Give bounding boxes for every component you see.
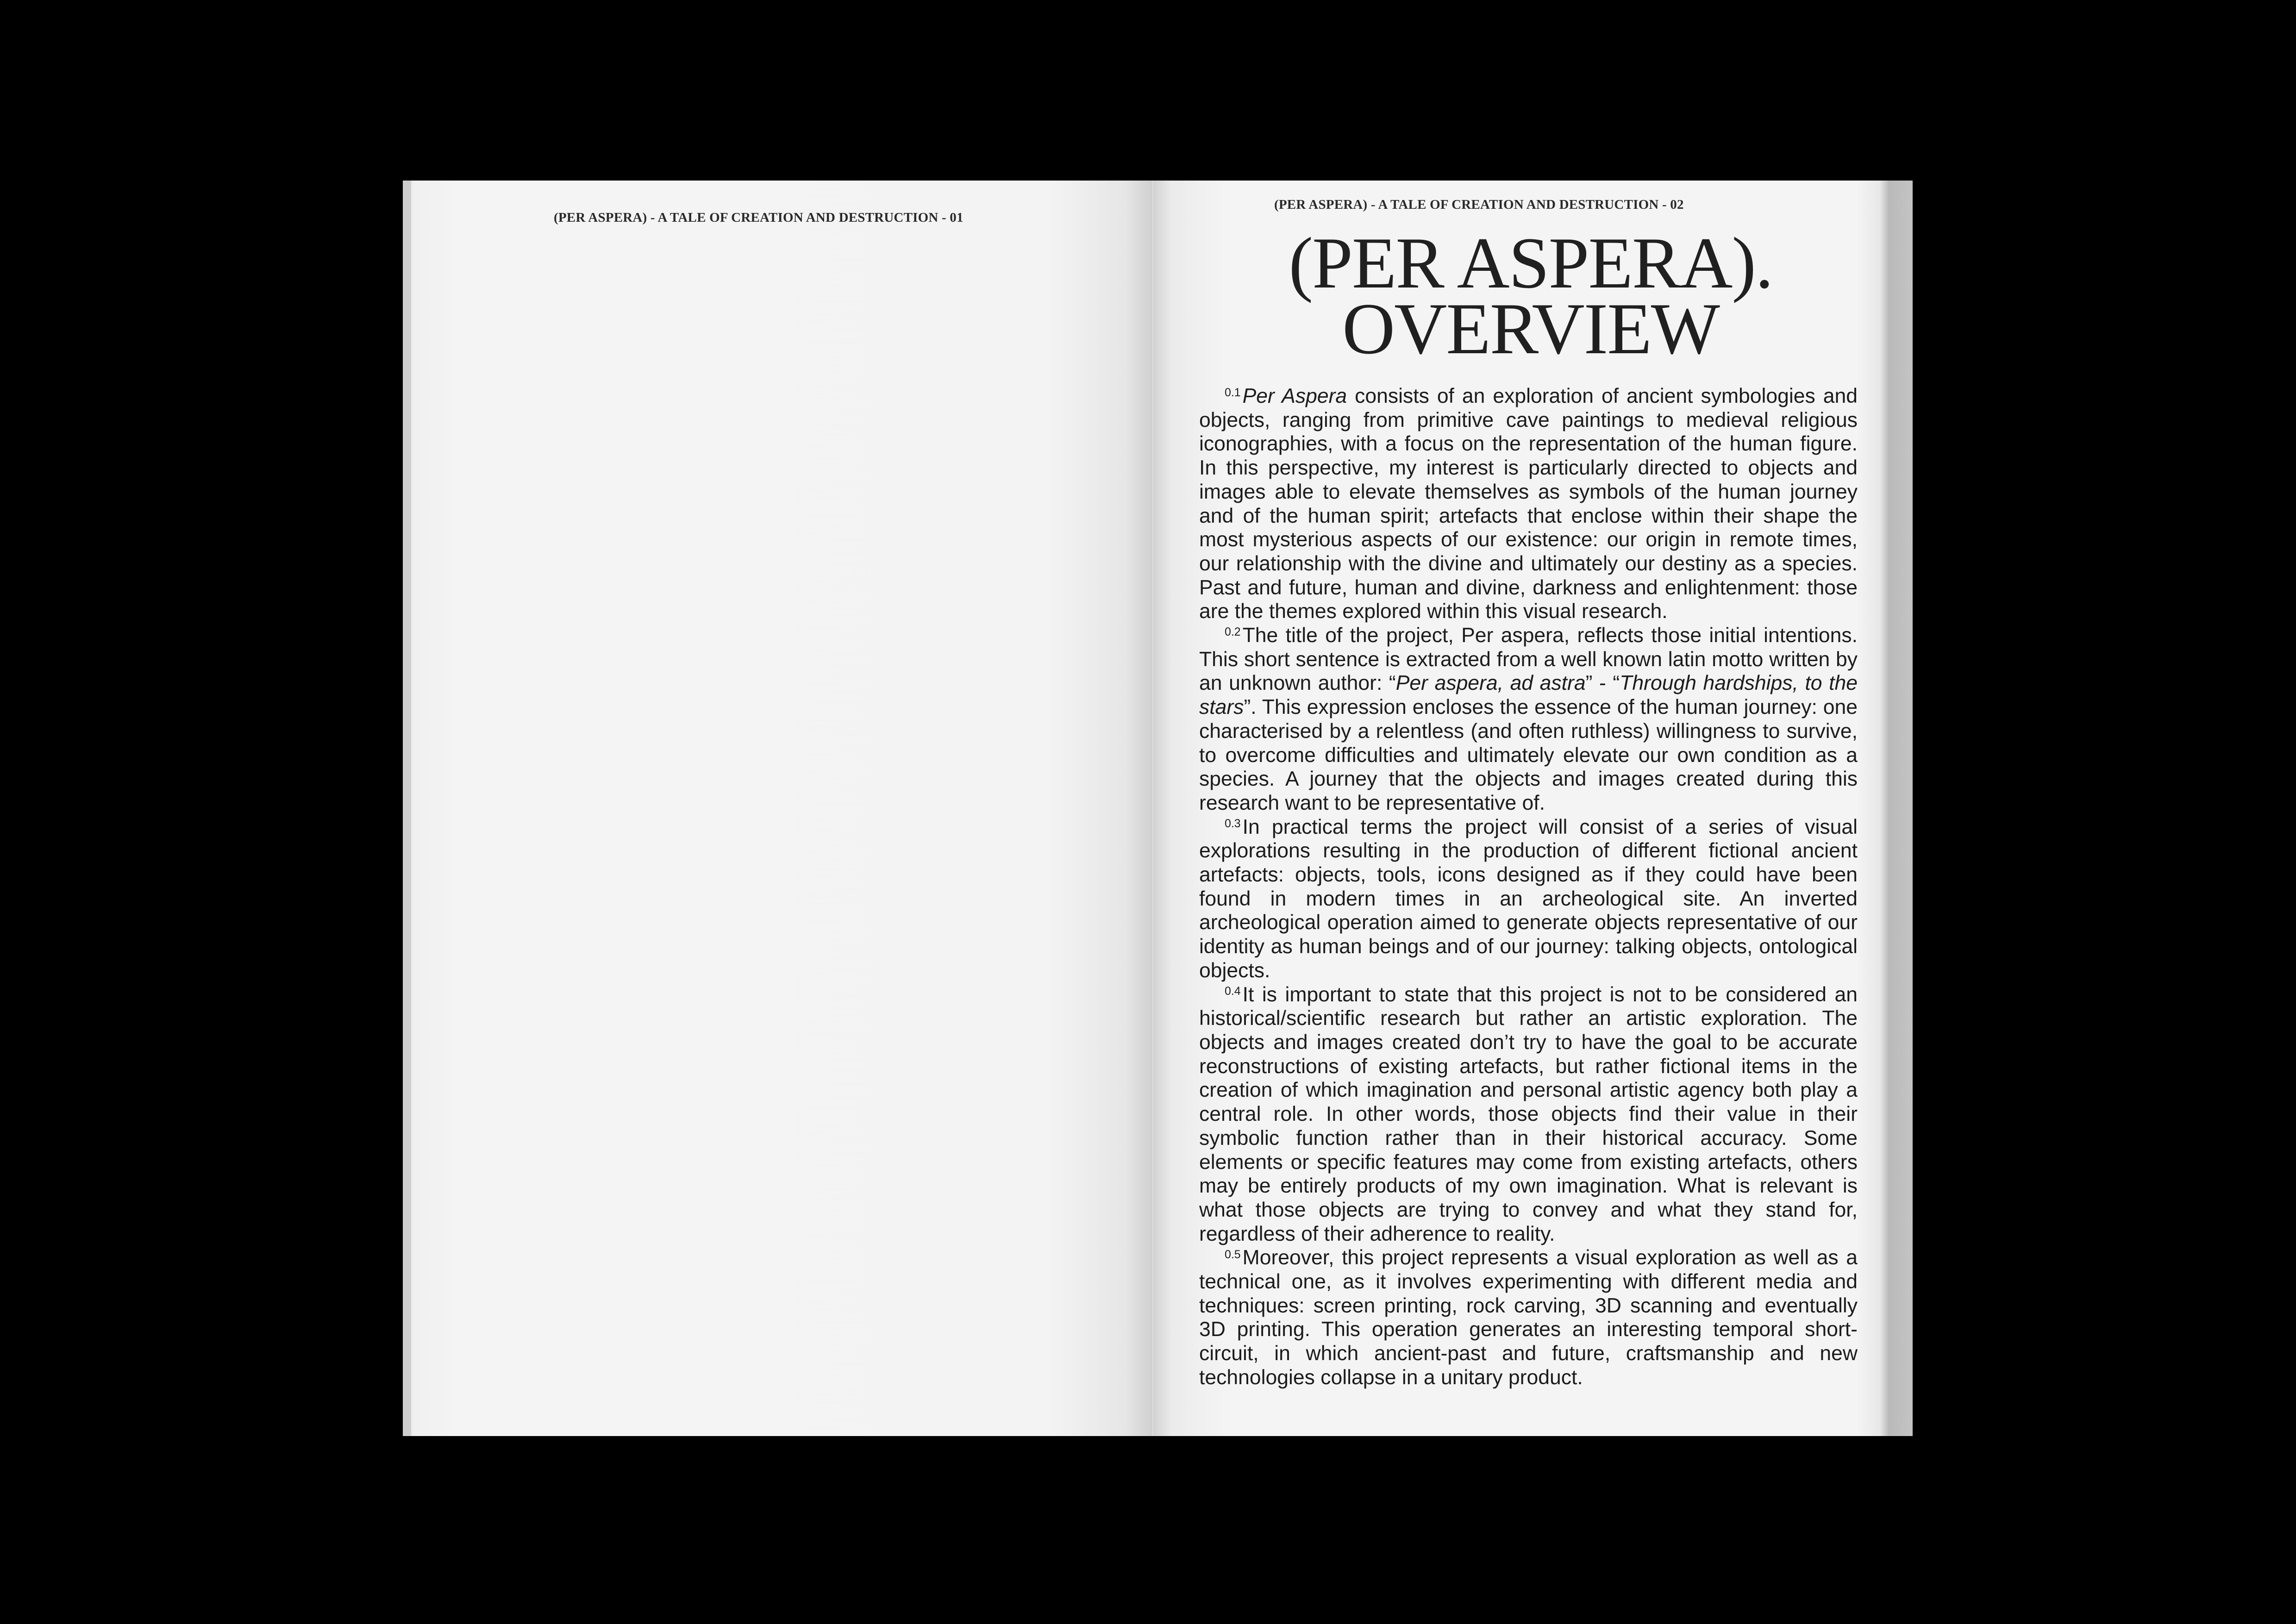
paragraph-number: 0.3 xyxy=(1225,817,1241,830)
page-edge xyxy=(403,181,411,1436)
paragraph-number: 0.5 xyxy=(1225,1248,1241,1261)
paragraph-text: In practical terms the project will consist of a series of visual explorations resulting in the production of different fictional ancient artefacts: objects, tools, icons designed as if they could have been found in modern times in an archeological site. An inverted archeological operation aimed to generate objects representative of our identity as human beings and of our journey: talking objects, ontological objects. xyxy=(1199,815,1858,982)
paragraph-0-5 xyxy=(1199,1246,1858,1389)
project-name: Per Aspera xyxy=(1242,385,1347,407)
page-title xyxy=(1230,223,1832,369)
paragraph-0-4 xyxy=(1199,983,1858,1246)
quote-separator: ” - “ xyxy=(1585,672,1620,695)
paragraph-text: ”. This expression encloses the essence of the human journey: one characterised by a relentless (and often ruthless) willingness to survive, to overcome difficulties and ultimately elevate our own condition as a species. A journey that the objects and images created during this research want to be representative of. xyxy=(1199,696,1858,814)
title-line-2: OVERVIEW xyxy=(1342,288,1719,369)
left-page xyxy=(403,181,1153,1436)
paragraph-0-1 xyxy=(1199,384,1858,624)
paragraph-number: 0.2 xyxy=(1225,625,1241,639)
title-line-1: (PER ASPERA). xyxy=(1289,223,1773,304)
latin-quote: Per aspera, ad astra xyxy=(1395,672,1586,695)
right-page xyxy=(1153,181,1913,1436)
paragraph-0-3 xyxy=(1199,815,1858,983)
running-head-right: (PER ASPERA) - A TALE OF CREATION AND DESTRUCTION - 02 xyxy=(1274,197,1684,212)
paragraph-number: 0.4 xyxy=(1225,984,1241,998)
paragraph-text: It is important to state that this project is not to be considered an historical/scientific research but rather an artistic exploration. The objects and images created don’t try to have the goal to be accurate reconstructions of existing artefacts, but rather fictional items in the creation of which imagination and personal artistic agency both play a central role. In other words, those objects find their value in their symbolic function rather than in their historical accuracy. Some elements or specific features may come from existing artefacts, others may be entirely products of my own imagination. What is relevant is what those objects are trying to convey and what they stand for, regardless of their adherence to reality. xyxy=(1199,983,1858,1245)
translation-quote: Through hardships, to the stars xyxy=(1199,672,1858,719)
body-text xyxy=(1199,384,1858,1390)
paragraph-number: 0.1 xyxy=(1225,386,1241,400)
running-head-left: (PER ASPERA) - A TALE OF CREATION AND DESTRUCTION - 01 xyxy=(554,210,963,225)
paragraph-0-2 xyxy=(1199,624,1858,815)
paragraph-text: Moreover, this project represents a visual exploration as well as a technical one, as it involves experimenting with different media and techniques: screen printing, rock carving, 3D scanning and eventually 3D printing. This operation generates an interesting temporal short-circuit, in which ancient-past and future, craftsmanship and new technologies collapse in a unitary product. xyxy=(1199,1246,1858,1389)
paragraph-text: consists of an exploration of ancient symbologies and objects, ranging from primitive cave paintings to medieval religious iconographies, with a focus on the representation of the human figure. In this perspective, my interest is particularly directed to objects and images able to elevate themselves as symbols of the human journey and of the human spirit; artefacts that enclose within their shape the most mysterious aspects of our existence: our origin in remote times, our relationship with the divine and ultimately our destiny as a species. Past and future, human and divine, darkness and enlightenment: those are the themes explored within this visual research. xyxy=(1199,385,1858,623)
book-spread xyxy=(403,181,1913,1436)
paragraph-text: The title of the project, Per aspera, reflects those initial intentions. This short sentence is extracted from a well known latin motto written by an unknown author: “ xyxy=(1199,624,1858,695)
book-gutter xyxy=(1151,181,1154,1436)
